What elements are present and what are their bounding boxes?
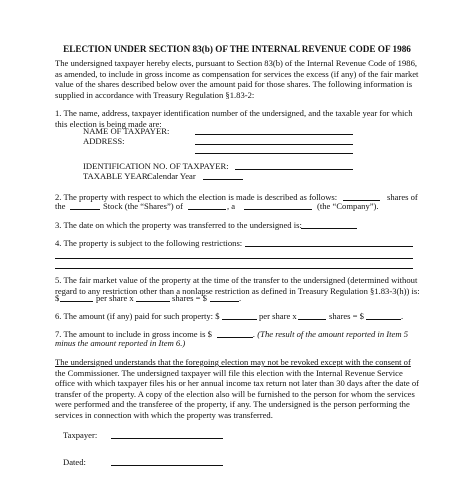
intro-line: supplied in accordance with Treasury Regulation §1.83-2: [55,89,255,100]
taxpayer-signature-field[interactable] [111,438,223,439]
paid-shares-field[interactable] [298,319,326,320]
address-label: ADDRESS: [83,136,125,146]
name-label: NAME OF TAXPAYER: [83,126,170,136]
fmv-total-field[interactable] [210,301,239,302]
stock-class-field[interactable] [70,209,100,210]
address-field-line-2[interactable] [195,153,353,154]
item-5-period: . [239,293,242,303]
item-2-text-e: , a [227,201,236,211]
closing-paragraph [55,357,420,421]
item-6-period: . [401,311,404,321]
company-state-field[interactable] [244,209,312,210]
item-2-text-f: (the “Company”). [317,201,379,211]
name-field[interactable] [195,134,353,135]
taxable-year-label: TAXABLE YEAR: [83,171,151,181]
dated-field[interactable] [111,465,223,466]
id-label: IDENTIFICATION NO. OF TAXPAYER: [83,161,229,171]
item-5-line: regard to any restriction other than a nonlapse restriction as defined in Treasury Regulation §1.83-3(h)) is: [55,285,420,296]
restrictions-field-line-3[interactable] [55,268,413,269]
paid-total-field[interactable] [366,319,401,320]
gross-income-field[interactable] [217,337,253,338]
dated-label: Dated: [63,457,86,467]
item-3-text: 3. The date on which the property was transferred to the undersigned is: [55,220,302,230]
item-7-text: 7. The amount to include in gross income is $ [55,329,212,339]
address-field-line-1[interactable] [195,144,353,145]
intro-paragraph [55,58,420,100]
item-5-shares-eq: shares = $ [172,293,207,303]
closing-line: services in connection with which the property was transferred. [55,409,273,420]
item-1-line: this election is being made are: [55,118,162,129]
item-2-text-c: the [55,201,66,211]
item-2-text-a: 2. The property with respect to which the election is made is described as follows: [55,192,338,202]
item-5-dollar: $ [55,293,60,303]
transfer-date-field[interactable] [301,228,357,229]
item-6-per-share: per share x [259,311,297,321]
item-1-line: 1. The name, address, taxpayer identification number of the undersigned, and the taxable year for which [55,108,413,118]
paid-per-share-field[interactable] [222,319,257,320]
item-4-text: 4. The property is subject to the following restrictions: [55,238,243,248]
company-name-field[interactable] [188,209,226,210]
closing-line: office with which taxpayer files his or her annual income tax return not later than 30 days after the date of [55,378,419,389]
item-5-line: 5. The fair market value of the property at the time of the transfer to the undersigned (determined without [55,275,418,285]
taxable-year-value: Calendar Year [147,171,196,181]
intro-line: value of the shares described below over the amount paid for those shares. The following information is [55,79,413,90]
item-7-note-cont: minus the amount reported in Item 6.) [55,338,186,348]
fmv-per-share-field[interactable] [60,301,93,302]
intro-line: The undersigned taxpayer hereby elects, pursuant to Section 83(b) of the Internal Revenue Code of 1986, [55,58,418,68]
restrictions-field-line-2[interactable] [55,258,413,259]
item-2-text-d: Stock (the “Shares”) of [103,201,183,211]
closing-line: transfer of the property. A copy of the election also will be furnished to the person for whom the services [55,388,415,399]
taxpayer-label: Taxpayer: [63,430,98,440]
item-6-text: 6. The amount (if any) paid for such property: $ [55,311,220,321]
item-5-per-share: per share x [96,293,134,303]
closing-line: were performed and the transferee of the property, if any. The undersigned is the person performing the [55,399,410,410]
id-field[interactable] [235,169,353,170]
restrictions-field-line-1[interactable] [245,246,413,247]
intro-line: as amended, to include in gross income as compensation for services the excess (if any) of the fair market [55,68,419,79]
document-title: ELECTION UNDER SECTION 83(b) OF THE INTERNAL REVENUE CODE OF 1986 [63,44,411,54]
closing-line: the Commissioner. The undersigned taxpayer will file this election with the Internal Revenue Service [55,367,403,378]
fmv-shares-field[interactable] [136,301,170,302]
item-2-text-b: shares of [387,192,418,202]
item-7-note: . (The result of the amount reported in Item 5 [253,329,408,339]
closing-line: The undersigned understands that the foregoing election may not be revoked except with the consent of [55,357,411,367]
taxable-year-field[interactable] [203,179,243,180]
item-6-shares-eq: shares = $ [329,311,364,321]
